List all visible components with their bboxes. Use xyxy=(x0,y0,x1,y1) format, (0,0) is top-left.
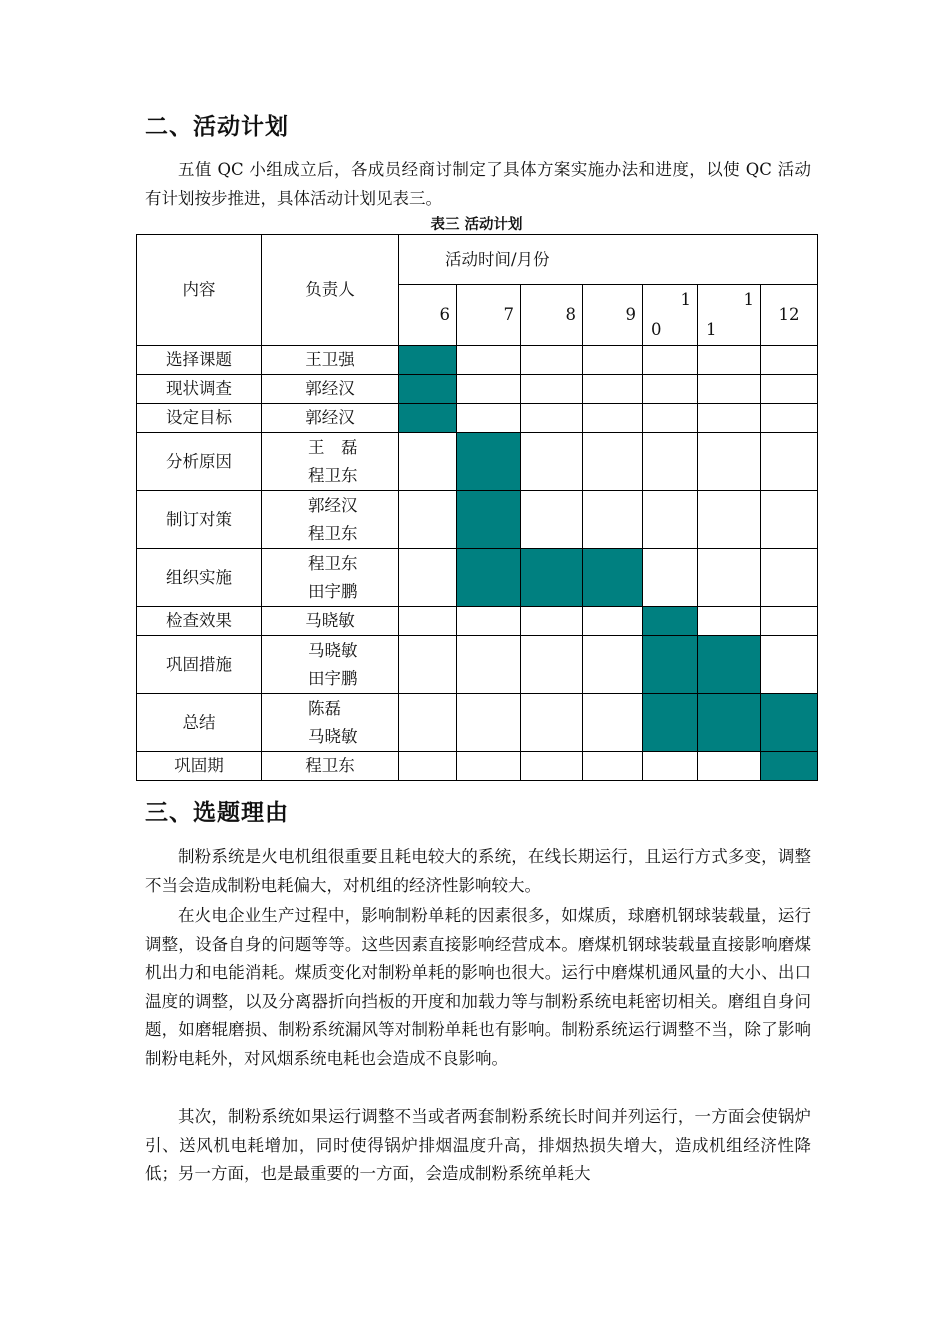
header-content: 内容 xyxy=(137,235,262,346)
task-cell: 制订对策 xyxy=(137,491,262,549)
reason-paragraph-1: 制粉系统是火电机组很重要且耗电较大的系统，在线长期运行，且运行方式多变，调整不当会造成制粉电耗偏大，对机组的经济性影响较大。 xyxy=(145,847,811,895)
owner-name: 马晓敏 xyxy=(308,640,358,660)
schedule-cell xyxy=(643,752,698,781)
schedule-cell xyxy=(521,636,583,694)
schedule-cell xyxy=(761,636,818,694)
schedule-cell xyxy=(583,752,643,781)
owner-name: 田宇鹏 xyxy=(308,668,358,688)
schedule-cell xyxy=(698,491,761,549)
month-9: 9 xyxy=(583,285,643,346)
schedule-bar-cell xyxy=(521,549,583,607)
schedule-cell xyxy=(643,404,698,433)
month-6: 6 xyxy=(399,285,457,346)
schedule-bar-cell xyxy=(643,607,698,636)
schedule-cell xyxy=(698,346,761,375)
owner-name: 程卫东 xyxy=(308,465,358,485)
owner-cell: 马晓敏 xyxy=(262,607,399,636)
schedule-bar-cell xyxy=(698,694,761,752)
table-caption: 表三 活动计划 xyxy=(430,217,523,233)
schedule-cell xyxy=(399,549,457,607)
schedule-cell xyxy=(521,346,583,375)
schedule-cell xyxy=(698,433,761,491)
schedule-cell xyxy=(583,636,643,694)
schedule-cell xyxy=(521,404,583,433)
schedule-cell xyxy=(761,375,818,404)
task-cell: 巩固期 xyxy=(137,752,262,781)
table-row xyxy=(137,636,818,694)
schedule-cell xyxy=(643,433,698,491)
schedule-cell xyxy=(583,491,643,549)
schedule-cell xyxy=(643,491,698,549)
owner-name: 陈磊 xyxy=(308,698,341,718)
table-row xyxy=(137,694,818,752)
month-11: 1 1 xyxy=(698,285,761,346)
schedule-cell xyxy=(457,404,521,433)
schedule-cell xyxy=(583,375,643,404)
table-row xyxy=(137,346,818,375)
schedule-bar-cell xyxy=(399,375,457,404)
schedule-bar-cell xyxy=(457,433,521,491)
schedule-cell xyxy=(761,491,818,549)
schedule-bar-cell xyxy=(643,694,698,752)
schedule-bar-cell xyxy=(457,549,521,607)
task-cell: 选择课题 xyxy=(137,346,262,375)
owner-name: 程卫东 xyxy=(308,553,358,573)
owner-cell xyxy=(262,636,399,694)
table-row xyxy=(137,491,818,549)
reason-paragraph-2: 在火电企业生产过程中，影响制粉单耗的因素很多，如煤质，球磨机钢球装载量，运行调整，设备自身的问题等等。这些因素直接影响经营成本。磨煤机钢球装载量直接影响磨煤机出力和电能消耗。煤质变化对制粉单耗的影响也很大。运行中磨煤机通风量的大小、出口温度的调整，以及分离器折向挡板的开度和加载力等与制粉系统电耗密切相关。磨组自身问题，如磨辊磨损、制粉系统漏风等对制粉单耗也有影响。制粉系统运行调整不当，除了影响制粉电耗外，对风烟系统电耗也会造成不良影响。 xyxy=(145,906,811,1068)
month-10: 1 0 xyxy=(643,285,698,346)
schedule-cell xyxy=(399,491,457,549)
schedule-cell xyxy=(583,404,643,433)
schedule-cell xyxy=(457,607,521,636)
schedule-cell xyxy=(399,433,457,491)
schedule-cell xyxy=(583,694,643,752)
owner-cell xyxy=(262,549,399,607)
schedule-cell xyxy=(761,404,818,433)
month-7: 7 xyxy=(457,285,521,346)
owner-cell: 程卫东 xyxy=(262,752,399,781)
schedule-cell xyxy=(643,549,698,607)
table-header-row xyxy=(137,235,818,285)
schedule-bar-cell xyxy=(643,636,698,694)
schedule-cell xyxy=(761,433,818,491)
section-heading-topic-reason: 三、选题理由 xyxy=(145,800,289,826)
schedule-cell xyxy=(457,375,521,404)
schedule-cell xyxy=(521,752,583,781)
header-owner: 负责人 xyxy=(262,235,399,346)
section-heading-activity-plan: 二、活动计划 xyxy=(145,114,289,140)
schedule-cell xyxy=(399,636,457,694)
schedule-cell xyxy=(698,549,761,607)
schedule-cell xyxy=(583,433,643,491)
schedule-cell xyxy=(761,607,818,636)
schedule-cell xyxy=(457,636,521,694)
task-cell: 巩固措施 xyxy=(137,636,262,694)
schedule-cell xyxy=(583,607,643,636)
schedule-cell xyxy=(521,694,583,752)
schedule-cell xyxy=(698,752,761,781)
schedule-bar-cell xyxy=(457,491,521,549)
table-row xyxy=(137,607,818,636)
schedule-cell xyxy=(761,549,818,607)
table-row xyxy=(137,375,818,404)
owner-name: 田宇鹏 xyxy=(308,581,358,601)
schedule-bar-cell xyxy=(399,404,457,433)
schedule-bar-cell xyxy=(399,346,457,375)
owner-cell xyxy=(262,694,399,752)
table-row xyxy=(137,549,818,607)
reason-paragraph-3: 其次，制粉系统如果运行调整不当或者两套制粉系统长时间并列运行，一方面会使锅炉引、送风机电耗增加，同时使得锅炉排烟温度升高，排烟热损失增大，造成机组经济性降低；另一方面，也是最重要的一方面，会造成制粉系统单耗大 xyxy=(145,1107,811,1183)
schedule-cell xyxy=(457,752,521,781)
schedule-cell xyxy=(583,346,643,375)
owner-cell: 王卫强 xyxy=(262,346,399,375)
schedule-cell xyxy=(521,491,583,549)
owner-name: 王 磊 xyxy=(308,437,358,457)
owner-cell xyxy=(262,433,399,491)
owner-cell: 郭经汉 xyxy=(262,404,399,433)
schedule-cell xyxy=(521,607,583,636)
owner-cell xyxy=(262,491,399,549)
owner-name: 郭经汉 xyxy=(308,495,358,515)
schedule-cell xyxy=(698,607,761,636)
task-cell: 分析原因 xyxy=(137,433,262,491)
month-12: 12 xyxy=(761,285,818,346)
owner-cell: 郭经汉 xyxy=(262,375,399,404)
month-8: 8 xyxy=(521,285,583,346)
task-cell: 总结 xyxy=(137,694,262,752)
activity-plan-table xyxy=(136,234,818,781)
schedule-cell xyxy=(698,404,761,433)
schedule-cell xyxy=(643,346,698,375)
task-cell: 现状调查 xyxy=(137,375,262,404)
task-cell: 检查效果 xyxy=(137,607,262,636)
schedule-cell xyxy=(521,433,583,491)
schedule-cell xyxy=(399,694,457,752)
schedule-cell xyxy=(521,375,583,404)
owner-name: 马晓敏 xyxy=(308,726,358,746)
intro-paragraph: 五值 QC 小组成立后，各成员经商讨制定了具体方案实施办法和进度，以使 QC 活动有计划按步推进，具体活动计划见表三。 xyxy=(145,160,811,208)
task-cell: 设定目标 xyxy=(137,404,262,433)
schedule-cell xyxy=(457,694,521,752)
schedule-cell xyxy=(643,375,698,404)
schedule-bar-cell xyxy=(698,636,761,694)
table-row xyxy=(137,752,818,781)
table-row xyxy=(137,404,818,433)
schedule-cell xyxy=(399,607,457,636)
schedule-bar-cell xyxy=(761,752,818,781)
schedule-cell xyxy=(698,375,761,404)
owner-name: 程卫东 xyxy=(308,523,358,543)
header-time: 活动时间/月份 xyxy=(399,235,818,285)
schedule-cell xyxy=(399,752,457,781)
schedule-bar-cell xyxy=(583,549,643,607)
schedule-bar-cell xyxy=(761,694,818,752)
table-row xyxy=(137,433,818,491)
task-cell: 组织实施 xyxy=(137,549,262,607)
schedule-cell xyxy=(457,346,521,375)
schedule-cell xyxy=(761,346,818,375)
